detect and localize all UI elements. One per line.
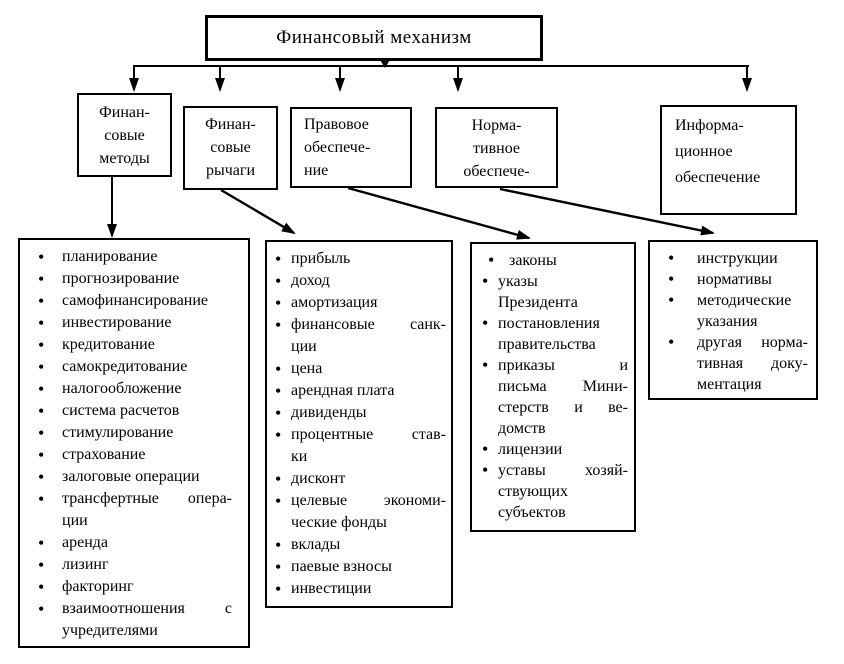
branch-label-line: совые [210, 139, 251, 156]
branch-label-line: ционное [675, 143, 733, 160]
list-item-text [291, 578, 446, 600]
list-item-text [291, 468, 446, 490]
list-box-financial-methods [18, 238, 250, 648]
list-item [650, 290, 816, 332]
bullet-icon: • [38, 291, 45, 311]
item-line: прогнозирование [62, 270, 180, 287]
list-item [267, 424, 451, 468]
item-line: ки [291, 448, 308, 465]
item-line: Президента [498, 294, 578, 311]
list-item [472, 250, 634, 271]
item-line: ческие фонды [291, 514, 387, 531]
item-line: прибыль [291, 250, 351, 267]
list-item-text [498, 355, 628, 439]
branch-label-line: Правовое [304, 116, 369, 133]
item-line: письма Мини- [498, 378, 628, 395]
bullet-icon: • [668, 332, 675, 352]
branch-list-arrow-legal [348, 188, 529, 238]
list-item [472, 355, 634, 439]
bullet-icon: • [488, 250, 495, 270]
branch-label-line: обеспече- [463, 163, 530, 180]
list-item-text [62, 268, 232, 290]
bullet-icon: • [38, 489, 45, 509]
list-item [20, 598, 248, 642]
branch-label-line: тивное [473, 140, 520, 157]
item-line: нормативы [697, 271, 772, 288]
bullet-icon: • [275, 579, 282, 599]
item-line: планирование [62, 248, 158, 265]
item-line: инструкции [697, 250, 778, 267]
bullet-icon: • [668, 290, 675, 310]
bullet-icon: • [38, 445, 45, 465]
list-item-text [62, 466, 232, 488]
list-item [267, 534, 451, 556]
branch-box-financial-methods [77, 93, 172, 177]
list-item-text [697, 332, 808, 395]
branch-box-normative-support [435, 107, 558, 188]
list-item [267, 490, 451, 534]
bullet-icon: • [38, 555, 45, 575]
bullet-icon: • [275, 359, 282, 379]
item-line: законы [509, 252, 557, 269]
item-line: приказы и [498, 357, 628, 374]
item-line: паевые взносы [291, 558, 392, 575]
list-item-text [498, 460, 628, 523]
list-item-text [509, 250, 628, 271]
list-item [650, 248, 816, 269]
list-item-text [62, 554, 232, 576]
list-item-text [291, 490, 446, 534]
item-line: амортизация [291, 294, 378, 311]
item-line: взаимоотношения с [62, 600, 232, 617]
list-item-text [291, 292, 446, 314]
list-item [20, 554, 248, 576]
item-line: инвестиции [291, 580, 372, 597]
item-line: стимулирование [62, 424, 174, 441]
bullet-icon: • [38, 357, 45, 377]
list-item-text [62, 576, 232, 598]
list-item-text [62, 356, 232, 378]
list-item [267, 248, 451, 270]
list-item-text [291, 358, 446, 380]
list-item [267, 556, 451, 578]
list-item-text [62, 378, 232, 400]
branch-label-line: методы [99, 150, 150, 167]
item-line: ствующих [498, 483, 568, 500]
item-line: стерств и ве- [498, 399, 628, 416]
item-line: указания [697, 313, 758, 330]
item-line: факторинг [62, 578, 134, 595]
list-item [267, 358, 451, 380]
bullet-icon: • [275, 403, 282, 423]
branch-label-line: Финан- [99, 104, 150, 121]
list-item-text [498, 271, 628, 313]
list-item [267, 314, 451, 358]
item-line: дивиденды [291, 404, 367, 421]
list-item-text [62, 422, 232, 444]
list-item [472, 460, 634, 523]
list-item [267, 578, 451, 600]
bullet-icon: • [38, 247, 45, 267]
list-item-text [697, 248, 808, 269]
list-item [267, 402, 451, 424]
branch-label-line: Информа- [675, 117, 744, 134]
bullet-icon: • [275, 491, 282, 511]
branch-box-informational-support [660, 105, 797, 215]
item-line: другая норма- [697, 334, 808, 351]
list-item [20, 334, 248, 356]
branch-label-line: обеспечение [675, 169, 761, 186]
bullet-icon: • [38, 577, 45, 597]
list-item [472, 313, 634, 355]
list-item [650, 269, 816, 290]
item-line: ции [62, 512, 88, 529]
bullet-icon: • [482, 460, 489, 480]
list-item [20, 290, 248, 312]
item-line: система расчетов [62, 402, 180, 419]
item-line: ции [291, 338, 317, 355]
list-item [267, 292, 451, 314]
list-item [20, 356, 248, 378]
list-item-text [291, 248, 446, 270]
item-line: домств [498, 420, 546, 437]
item-line: аренда [62, 534, 109, 551]
list-item [20, 422, 248, 444]
list-item [20, 268, 248, 290]
item-line: методические [697, 292, 792, 309]
item-line: налогообложение [62, 380, 182, 397]
list-item-text [291, 424, 446, 468]
branch-label-line: рычаги [205, 162, 256, 179]
bullet-icon: • [275, 535, 282, 555]
bullet-icon: • [38, 467, 45, 487]
item-line: самофинансирование [62, 292, 209, 309]
list-item [20, 532, 248, 554]
list-item [267, 380, 451, 402]
list-item-text [62, 290, 232, 312]
branch-label-line: обеспече- [304, 139, 371, 156]
bullet-icon: • [38, 533, 45, 553]
item-line: целевые экономи- [291, 492, 446, 509]
item-line: самокредитование [62, 358, 188, 375]
bullet-icon: • [38, 599, 45, 619]
item-line: лицензии [498, 441, 563, 458]
list-item-text [62, 488, 232, 532]
bullet-icon: • [275, 469, 282, 489]
list-item-text [62, 532, 232, 554]
item-line: залоговые операции [62, 468, 200, 485]
item-line: трансфертные опера- [62, 490, 232, 507]
bullet-icon: • [275, 381, 282, 401]
list-item-text [291, 270, 446, 292]
bullet-icon: • [275, 425, 282, 445]
bullet-icon: • [668, 248, 675, 268]
bullet-icon: • [482, 355, 489, 375]
list-item [20, 246, 248, 268]
list-item-text [291, 314, 446, 358]
list-item [20, 488, 248, 532]
list-item [20, 312, 248, 334]
list-item-text [291, 556, 446, 578]
list-item [20, 378, 248, 400]
bullet-icon: • [668, 269, 675, 289]
branch-label-line: ние [304, 162, 329, 179]
item-line: правительства [498, 336, 596, 353]
bullet-icon: • [38, 335, 45, 355]
bullet-icon: • [275, 293, 282, 313]
list-item-text [291, 534, 446, 556]
item-line: указы [498, 273, 538, 290]
item-line: лизинг [62, 556, 109, 573]
item-line: финансовые санк- [291, 316, 446, 333]
item-line: доход [291, 272, 330, 289]
bullet-icon: • [275, 249, 282, 269]
list-item [20, 444, 248, 466]
list-box-financial-levers [265, 240, 453, 608]
bullet-icon: • [275, 315, 282, 335]
item-line: субъектов [498, 504, 566, 521]
branch-box-financial-levers [183, 106, 278, 190]
bullet-icon: • [482, 313, 489, 333]
list-item-text [498, 313, 628, 355]
list-item-text [62, 334, 232, 356]
item-line: уставы хозяй- [498, 462, 628, 479]
list-item [472, 439, 634, 460]
list-item-text [697, 290, 808, 332]
list-item [267, 270, 451, 292]
bullet-icon: • [275, 557, 282, 577]
bullet-icon: • [482, 271, 489, 291]
list-item-text [62, 312, 232, 334]
item-line: кредитование [62, 336, 155, 353]
list-item-text [291, 402, 446, 424]
list-item-text [697, 269, 808, 290]
item-line: дисконт [291, 470, 346, 487]
list-item [472, 271, 634, 313]
root-label: Финансовый механизм [276, 27, 472, 48]
list-item-text [498, 439, 628, 460]
bullet-icon: • [482, 439, 489, 459]
item-line: цена [291, 360, 323, 377]
item-line: инвестирование [62, 314, 172, 331]
item-line: процентные став- [291, 426, 446, 443]
list-item [267, 468, 451, 490]
bullet-icon: • [38, 401, 45, 421]
branch-list-arrow-levers [221, 190, 294, 233]
branch-label-line: совые [104, 127, 145, 144]
list-item-text [291, 380, 446, 402]
list-item-text [62, 246, 232, 268]
list-item [650, 332, 816, 395]
item-line: учредителями [62, 622, 158, 639]
item-line: постановления [498, 315, 600, 332]
list-box-normative-docs [648, 240, 818, 400]
list-item [20, 466, 248, 488]
list-item-text [62, 598, 232, 642]
list-item-text [62, 400, 232, 422]
item-line: тивная доку- [697, 355, 808, 372]
root-box [205, 15, 543, 61]
bullet-icon: • [38, 379, 45, 399]
list-item-text [62, 444, 232, 466]
list-item [20, 576, 248, 598]
item-line: арендная плата [291, 382, 395, 399]
bullet-icon: • [38, 269, 45, 289]
list-box-legal-acts [470, 242, 636, 532]
branch-label-line: Норма- [471, 117, 522, 134]
bullet-icon: • [275, 271, 282, 291]
bullet-icon: • [38, 423, 45, 443]
item-line: страхование [62, 446, 146, 463]
branch-label-line: Финан- [205, 116, 256, 133]
item-line: вклады [291, 536, 341, 553]
bullet-icon: • [38, 313, 45, 333]
list-item [20, 400, 248, 422]
branch-box-legal-support [290, 107, 412, 188]
item-line: ментация [697, 376, 762, 393]
